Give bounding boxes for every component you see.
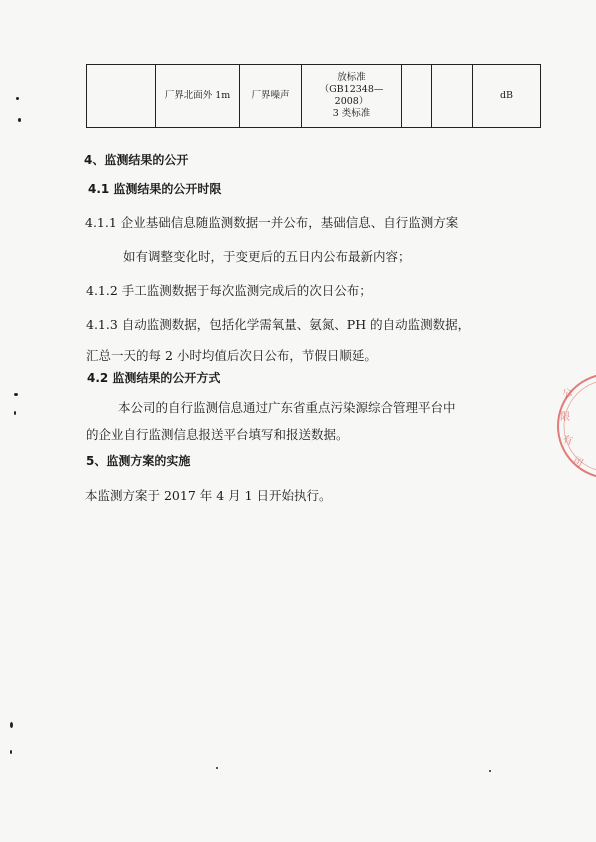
svg-text:有: 有 <box>561 434 574 448</box>
section-5-heading: 5、监测方案的实施 <box>86 454 191 468</box>
table-cell-empty <box>432 65 473 128</box>
item-4-1-2: 4.1.2 手工监测数据于每次监测完成后的次日公布； <box>86 283 372 298</box>
item-4-1-3-line2: 汇总一天的每 2 小时均值后次日公布，节假日顺延。 <box>86 348 377 363</box>
standard-line-4: 3 类标准 <box>332 108 371 119</box>
standard-line-3: 2008） <box>334 96 369 107</box>
svg-text:限: 限 <box>560 412 570 423</box>
table-cell-standard <box>302 65 402 128</box>
table-cell-location: 厂界北面外 1m <box>156 65 240 128</box>
table-cell-item: 厂界噪声 <box>240 65 302 128</box>
svg-text:公: 公 <box>561 387 575 401</box>
svg-text:司: 司 <box>570 455 585 470</box>
standard-line-1: 放标准 <box>337 72 366 83</box>
scan-speck <box>10 722 13 728</box>
scan-speck <box>18 118 21 122</box>
scan-speck <box>14 411 16 415</box>
standard-line-2: （GB12348— <box>319 84 384 95</box>
item-4-1-3-line1: 4.1.3 自动监测数据，包括化学需氧量、氨氮、PH 的自动监测数据， <box>86 317 471 332</box>
scan-speck <box>14 393 18 396</box>
scan-speck <box>489 770 491 772</box>
section-4-2-line2: 的企业自行监测信息报送平台填写和报送数据。 <box>86 427 349 442</box>
table-cell-empty <box>87 65 156 128</box>
company-seal-fragment <box>548 368 596 483</box>
monitoring-table <box>86 64 541 128</box>
scan-speck <box>16 97 19 100</box>
table-row <box>87 65 541 128</box>
scan-speck <box>216 767 218 769</box>
table-cell-empty <box>402 65 432 128</box>
section-5-line1: 本监测方案于 2017 年 4 月 1 日开始执行。 <box>85 488 332 503</box>
table-cell-unit: dB <box>473 65 541 128</box>
section-4-heading: 4、监测结果的公开 <box>84 153 189 167</box>
section-4-1-heading: 4.1 监测结果的公开时限 <box>88 182 222 196</box>
item-4-1-1-line1: 4.1.1 企业基础信息随监测数据一并公布，基础信息、自行监测方案 <box>85 215 459 230</box>
scan-speck <box>10 750 12 754</box>
item-4-1-1-line2: 如有调整变化时，于变更后的五日内公布最新内容； <box>123 249 411 264</box>
section-4-2-heading: 4.2 监测结果的公开方式 <box>87 371 221 385</box>
section-4-2-line1: 本公司的自行监测信息通过广东省重点污染源综合管理平台中 <box>118 400 456 415</box>
